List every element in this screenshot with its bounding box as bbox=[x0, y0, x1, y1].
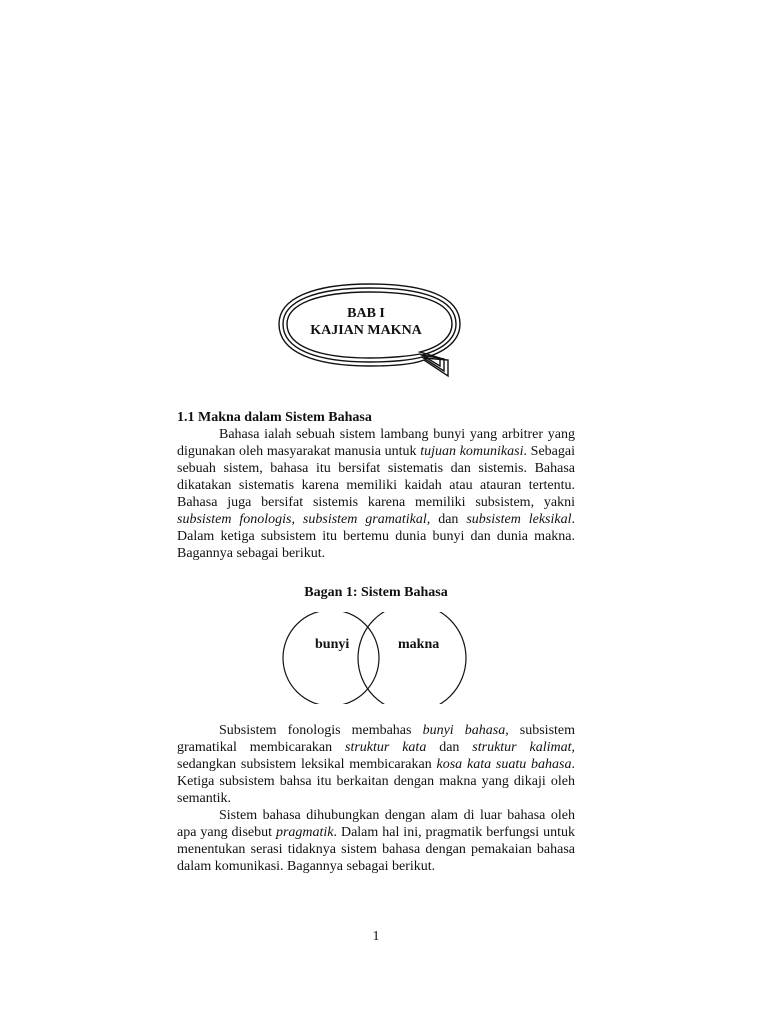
venn-circle-right bbox=[358, 612, 466, 704]
chapter-title: KAJIAN MAKNA bbox=[310, 323, 422, 338]
paragraph-text: Subsistem fonologis membahas bbox=[219, 723, 423, 738]
venn-left-label: bunyi bbox=[315, 637, 350, 652]
paragraph-pragmatics bbox=[177, 807, 575, 875]
paragraph-intro bbox=[177, 426, 575, 562]
chapter-heading-badge bbox=[274, 278, 466, 382]
paragraph-text: . Dalam hal ini, pragmatik berfungsi untuk menentukan serasi tidaknya sistem bahasa dengan pemakaian bahasa dalam komunikasi. Bagannya sebagai berikut. bbox=[177, 825, 575, 874]
paragraph-text: . Ketiga subsistem bahsa itu berkaitan dengan makna yang dikaji oleh semantik. bbox=[177, 757, 575, 806]
paragraph-italic-term: subsistem fonologis, subsistem gramatikal, bbox=[177, 512, 431, 527]
section-heading: 1.1 Makna dalam Sistem Bahasa bbox=[177, 410, 372, 425]
section-block bbox=[177, 409, 575, 562]
paragraph-italic-term: tujuan komunikasi bbox=[420, 444, 524, 459]
paragraph-italic-term: struktur kalimat bbox=[472, 740, 572, 755]
paragraph-text: Bahasa ialah sebuah sistem lambang bunyi yang arbitrer yang digunakan oleh masyarakat manusia untuk bbox=[177, 427, 575, 459]
paragraph-subsystems bbox=[177, 722, 575, 807]
paragraph-text: , sedangkan subsistem leksikal membicarakan bbox=[177, 740, 575, 772]
figure-caption: Bagan 1: Sistem Bahasa bbox=[304, 585, 448, 600]
paragraph-text: . Sebagai sebuah sistem, bahasa itu bersifat sistematis dan sistemis. Bahasa dikatakan sistematis karena memiliki kaidah atau atauran tertentu. Bahasa juga bersifat sistemis karena memiliki subsistem, yakni bbox=[177, 444, 575, 510]
paragraph-italic-term: struktur kata bbox=[345, 740, 427, 755]
paragraph-italic-term: bunyi bahasa bbox=[422, 723, 506, 738]
paragraph-text: . Dalam ketiga subsistem itu bertemu dunia bunyi dan dunia makna. Bagannya sebagai berikut. bbox=[177, 512, 575, 561]
paragraph-text: Sistem bahasa dihubungkan dengan alam di luar bahasa oleh apa yang disebut bbox=[177, 808, 575, 840]
chapter-label: BAB I bbox=[347, 306, 385, 321]
page-number: 1 bbox=[372, 929, 380, 944]
chapter-title-block bbox=[274, 305, 458, 339]
paragraph-text: dan bbox=[426, 740, 473, 755]
paragraph-italic-term: kosa kata suatu bahasa bbox=[436, 757, 572, 772]
paragraph-italic-term: pragmatik bbox=[275, 825, 334, 840]
section-continuation bbox=[177, 722, 575, 875]
venn-circle-left bbox=[283, 612, 379, 704]
venn-circles bbox=[278, 612, 468, 704]
paragraph-text: , subsistem gramatikal membicarakan bbox=[177, 723, 576, 755]
venn-right-label: makna bbox=[398, 637, 440, 652]
paragraph-text: dan bbox=[430, 512, 467, 527]
paragraph-italic-term: subsistem leksikal bbox=[466, 512, 572, 527]
venn-diagram bbox=[278, 612, 468, 704]
